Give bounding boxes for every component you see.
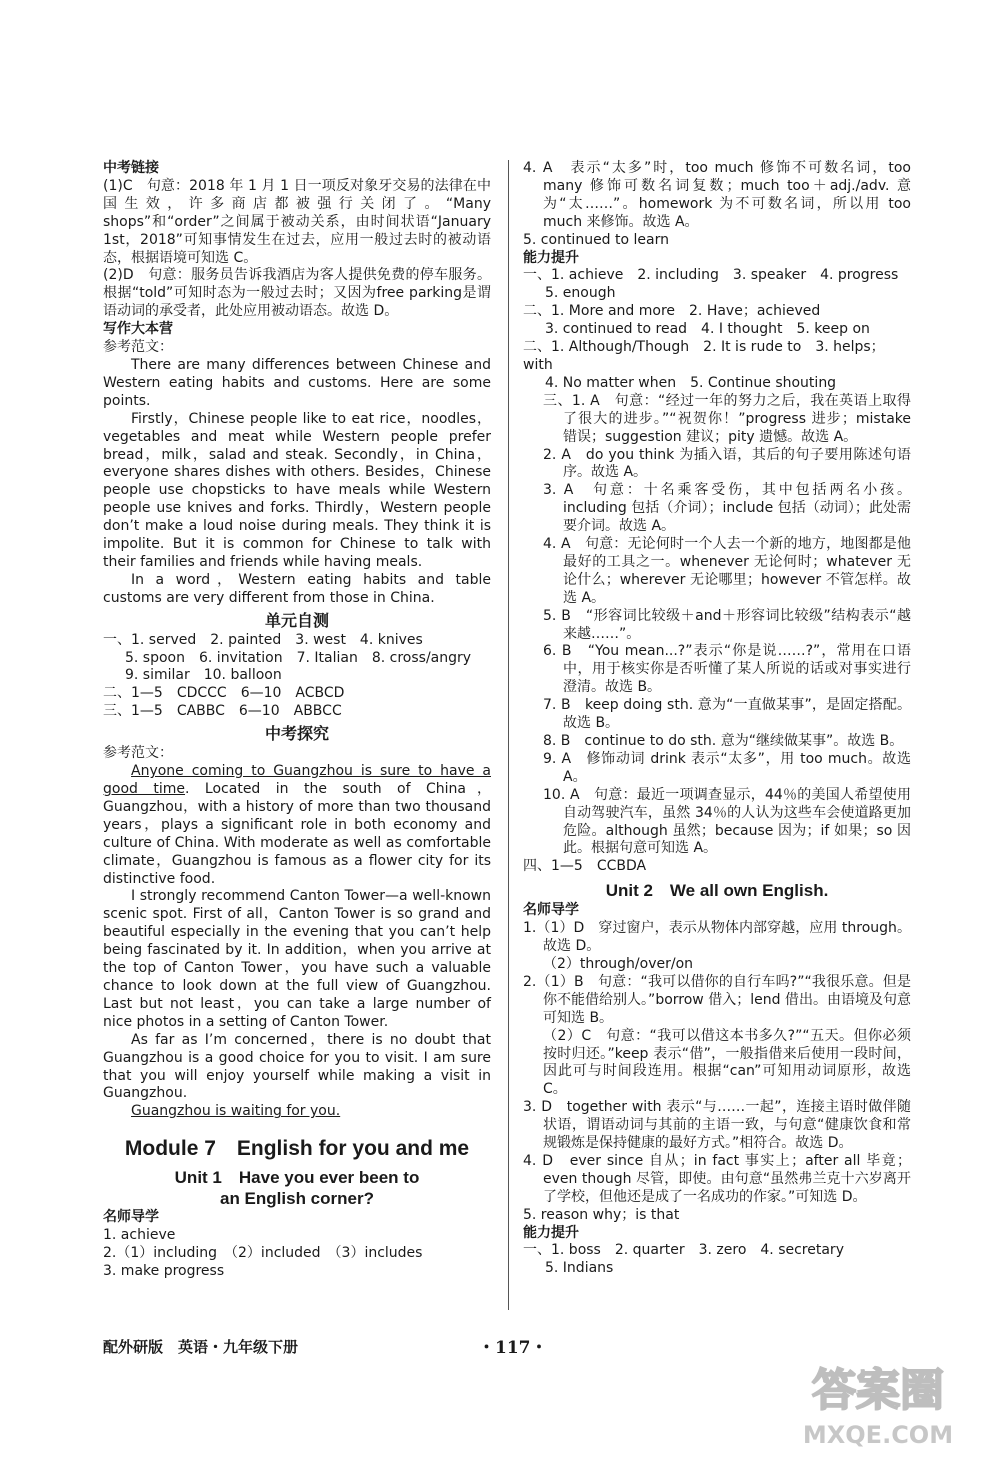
answer-paragraph: （2）C 句意：“我可以借这本书多久?”“五天。但你必须按时归还。”keep 表示“借”，一般指借来后使用一段时间，因此可与时间段连用。根据“can”可知用动词原形，故选 C。	[543, 1027, 911, 1098]
watermark-url: MXQE.COM	[802, 1421, 954, 1449]
unit-title-line-2: an English corner?	[220, 1189, 374, 1209]
answer-paragraph: (2)D 句意：服务员告诉我酒店为客人提供免费的停车服务。根据“told”可知时态为一般过去时；又因为free parking是谓语动词的承受者，此处应用被动语态。故选 D。	[103, 267, 491, 320]
answer-line: 二、1—5 CDCCC 6—10 ACBCD	[103, 685, 345, 702]
answer-paragraph: 4. D ever since 自从；in fact 事实上；after all 毕竟；even though 尽管，即使。由句意“虽然弗兰克十六岁离开了学校，但他还是成了一名成功的作家。”可知选 D。	[523, 1152, 911, 1205]
answer-paragraph: 9. A 修饰动词 drink 表示“太多”，用 too much。故选 A。	[543, 750, 911, 785]
answer-line: 5. enough	[545, 285, 616, 302]
answer-line: 5. reason why；is that	[523, 1206, 680, 1223]
answer-line: 5. Indians	[545, 1260, 614, 1277]
answer-line: 4. No matter when 5. Continue shouting	[545, 374, 837, 391]
answer-paragraph: 4. A 表示“太多”时，too much 修饰不可数名词，too many 修饰可数名词复数；much too＋adj./adv. 意为“太……”。homework 为不可数名词，所以用 too much 来修饰。故选 A。	[523, 160, 911, 230]
answer-paragraph: 4. A 句意：无论何时一个人去一个新的地方，地图都是他最好的工具之一。whenever 无论何时；whatever 无论什么；wherever 无论哪里；however 不管怎样。故选 A。	[543, 536, 911, 606]
essay-paragraph: In a word，Western eating habits and table customs are very different from those in China.	[103, 571, 491, 606]
answer-line: 一、1. achieve 2. including 3. speaker 4. progress	[523, 267, 899, 284]
essay-text: . Located in the south of China，Guangzhou，with a history of more than two thousand years，plays a significant role in both economy and culture of China. With moderate as well as comfortable climate，Guangzhou is famous as a flower city for its distinctive food.	[103, 781, 492, 887]
answer-paragraph: 3. D together with 表示“与……一起”，连接主语时做伴随状语，谓语动词与其前的主语一致，与句意“健康饮食和常规锻炼是保持健康的最好方式。”相符合。故选 D。	[523, 1099, 911, 1152]
page-number: ・117・	[478, 1338, 548, 1358]
module-title: Module 7 English for you and me	[124, 1137, 470, 1161]
footer-edition: 配外研版 英语・九年级下册	[103, 1338, 299, 1356]
answer-paragraph: 10. A 句意：最近一项调查显示，44％的美国人希望使用自动驾驶汽车，虽然 34％的人认为这些车会使道路更加危险。although 虽然；because 因为；if 如果；so 因此。根据句意可知选 A。	[543, 786, 911, 857]
answer-line: 三、1—5 CABBC 6—10 ABBCC	[103, 703, 342, 720]
underlined-sentence: Anyone coming to Guangzhou is sure to have a good time	[103, 763, 491, 797]
answer-line: 3. continued to read 4. I thought 5. keep on	[545, 321, 870, 338]
answer-line: （2）through/over/on	[543, 955, 694, 972]
essay-paragraph	[103, 1103, 491, 1121]
answer-line: 2.（1）including （2）included （3）includes	[103, 1245, 423, 1262]
section-heading-teacher: 名师导学	[103, 1209, 159, 1226]
watermark-logo	[768, 1343, 988, 1453]
answer-paragraph: (1)C 句意：2018 年 1 月 1 日一项反对象牙交易的法律在中国生效，许多商店都被强行关闭了。“Many shops”和“order”之间属于被动关系，由时间状语“January 1st，2018”可知事情发生在过去，应用一般过去时的被动语态，根据语境可知选 C。	[103, 177, 491, 266]
left-column	[103, 160, 491, 1281]
answer-paragraph: 3. A 句意：十名乘客受伤，其中包括两名小孩。including 包括（介词）；include 包括（动词）；此处需要介词。故选 A。	[543, 482, 911, 535]
section-heading-teacher: 名师导学	[523, 902, 579, 919]
column-divider	[508, 160, 509, 1310]
answer-line: 一、1. served 2. painted 3. west 4. knives	[103, 631, 423, 648]
answer-paragraph: 1.（1）D 穿过窗户，表示从物体内部穿越，应用 through。故选 D。	[523, 920, 911, 955]
watermark-text: 答案圈	[812, 1365, 944, 1416]
answer-paragraph: 8. B continue to do sth. 意为“继续做某事”。故选 B。	[543, 733, 904, 749]
answer-line: 二、1. More and more 2. Have；achieved	[523, 303, 821, 320]
right-column	[523, 160, 911, 1278]
section-heading-writing: 写作大本营	[103, 321, 173, 338]
unit-title-line-1: Unit 1 Have you ever been to	[174, 1168, 420, 1188]
answer-paragraph: 5. B “形容词比较级＋and＋形容词比较级”结构表示“越来越……”。	[543, 607, 911, 642]
answer-line: 1. achieve	[103, 1227, 176, 1244]
essay-paragraph	[103, 763, 491, 888]
essay-paragraph: There are many differences between Chinese and Western eating habits and customs. Here are some points.	[103, 356, 491, 409]
essay-paragraph: I strongly recommend Canton Tower—a well-known scenic spot. First of all，Canton Tower is so grand and beautiful especially in the evening that you can’t help being fascinated by it. In addition，when you arrive at the top of Canton Tower，you have such a valuable chance to look down at the full view of Guangzhou. Last but not least，you can take a large number of nice photos in a setting of Canton Tower.	[103, 888, 491, 1030]
answer-paragraph: 6. B “You mean...?”表示“你是说……?”，常用在口语中，用于核实你是否听懂了某人所说的话或对事实进行澄清。故选 B。	[543, 643, 911, 696]
section-heading-unit-test: 单元自测	[264, 610, 329, 630]
section-heading-ability: 能力提升	[523, 249, 579, 266]
answer-paragraph: 三、1. A 句意：“经过一年的努力之后，我在英语上取得了很大的进步。”“祝贺你！”progress 进步；mistake 错误；suggestion 建议；pity 遗憾。故选 A。	[543, 392, 911, 445]
essay-paragraph: As far as I’m concerned，there is no doubt that Guangzhou is a good choice for you to visit. I am sure that you will enjoy yourself while making a visit in Guangzhou.	[103, 1031, 491, 1102]
answer-line: 一、1. boss 2. quarter 3. zero 4. secretary	[523, 1242, 844, 1259]
answer-line: 二、1. Although/Though 2. It is rude to 3. helps；with	[523, 339, 885, 373]
essay-paragraph: Firstly，Chinese people like to eat rice，noodles，vegetables and meat while Western people prefer bread，milk，salad and steak. Secondly，in China，everyone shares dishes with others. Besides，Chinese people use chopsticks to have meals while Western people use knives and forks. Thirdly，Western people don’t make a loud noise during meals. They think it is impolite. But it is common for Chinese to talk with their families and friends while having meals.	[103, 410, 491, 570]
reference-label: 参考范文：	[103, 745, 173, 762]
section-heading-explore: 中考探究	[264, 724, 329, 744]
answer-paragraph: 2. A do you think 为插入语，其后的句子要用陈述句语序。故选 A。	[543, 446, 911, 481]
answer-line: 3. make progress	[103, 1262, 225, 1279]
unit-title: Unit 2 We all own English.	[605, 881, 829, 901]
section-heading-zhongkao: 中考链接	[103, 160, 159, 176]
answer-line: 四、1—5 CCBDA	[523, 858, 647, 875]
section-heading-ability: 能力提升	[523, 1224, 579, 1241]
underlined-sentence: Guangzhou is waiting for you.	[131, 1103, 341, 1120]
answer-paragraph: 2.（1）B 句意：“我可以借你的自行车吗?”“我很乐意。但是你不能借给别人。”borrow 借入；lend 借出。由语境及句意可知选 B。	[523, 973, 911, 1026]
answer-paragraph: 7. B keep doing sth. 意为“一直做某事”，是固定搭配。故选 B。	[543, 697, 911, 732]
reference-label: 参考范文：	[103, 339, 173, 356]
answer-line: 9. similar 10. balloon	[125, 667, 282, 684]
answer-line: 5. continued to learn	[523, 231, 669, 248]
answer-line: 5. spoon 6. invitation 7. Italian 8. cross/angry	[125, 649, 472, 666]
